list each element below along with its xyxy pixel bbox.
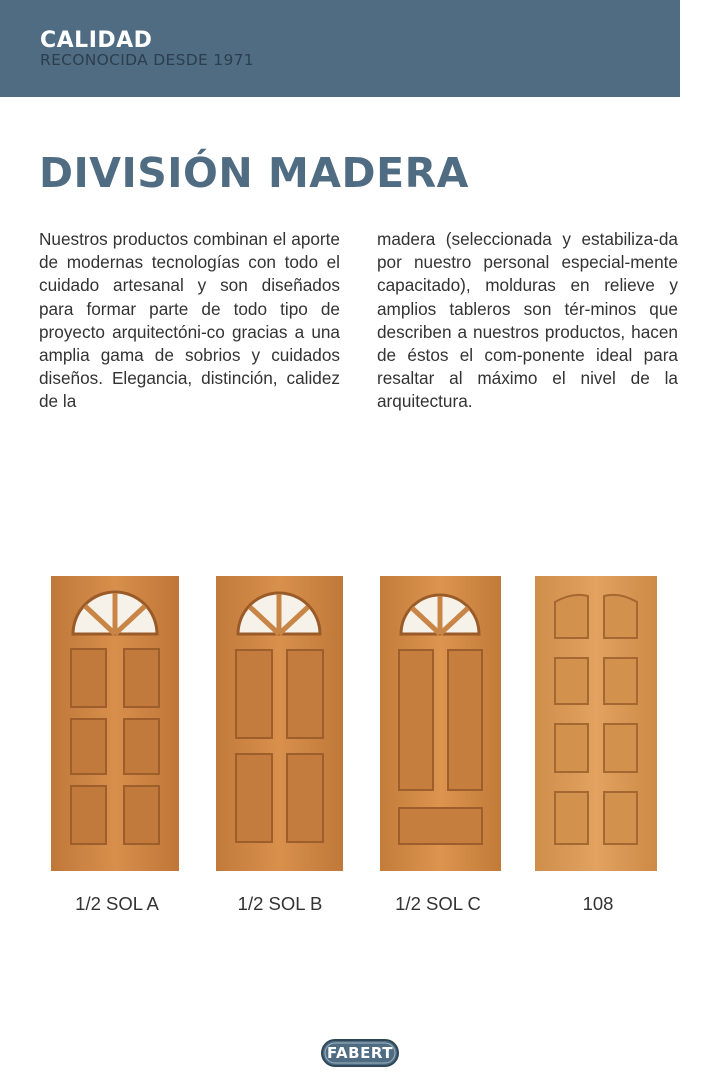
door-label-sol-c: 1/2 SOL C	[395, 893, 481, 914]
door-label-108: 108	[582, 893, 614, 914]
body-text-left: Nuestros productos combinan el aporte de modernas tecnologías con todo el cuidado artesanal y son diseñados para formar parte de todo tipo de proyecto arquitectóni-co gracias a una amplia gama de sobrios y cuidados diseños. Elegancia, distinción, calidez de la	[39, 229, 340, 412]
page-title: DIVISIÓN MADERA	[39, 149, 469, 197]
door-image-sol-c	[380, 576, 501, 871]
header-title: CALIDAD	[40, 28, 153, 53]
door-image-sol-b	[216, 576, 343, 871]
door-image-sol-a	[51, 576, 179, 871]
brand-name: FABERT	[327, 1044, 393, 1062]
body-text-right: madera (seleccionada y estabiliza-da por nuestro personal especial-mente capacitado), molduras en relieve y amplios tableros son tér-minos que describen a nuestros productos, hacen de éstos el com-ponente ideal para resaltar al máximo el nivel de la arquitectura.	[377, 229, 678, 412]
door-image-108	[535, 576, 657, 871]
header-subtitle: RECONOCIDA DESDE 1971	[40, 51, 254, 69]
door-label-sol-a: 1/2 SOL A	[75, 893, 159, 914]
door-label-sol-b: 1/2 SOL B	[237, 893, 323, 914]
